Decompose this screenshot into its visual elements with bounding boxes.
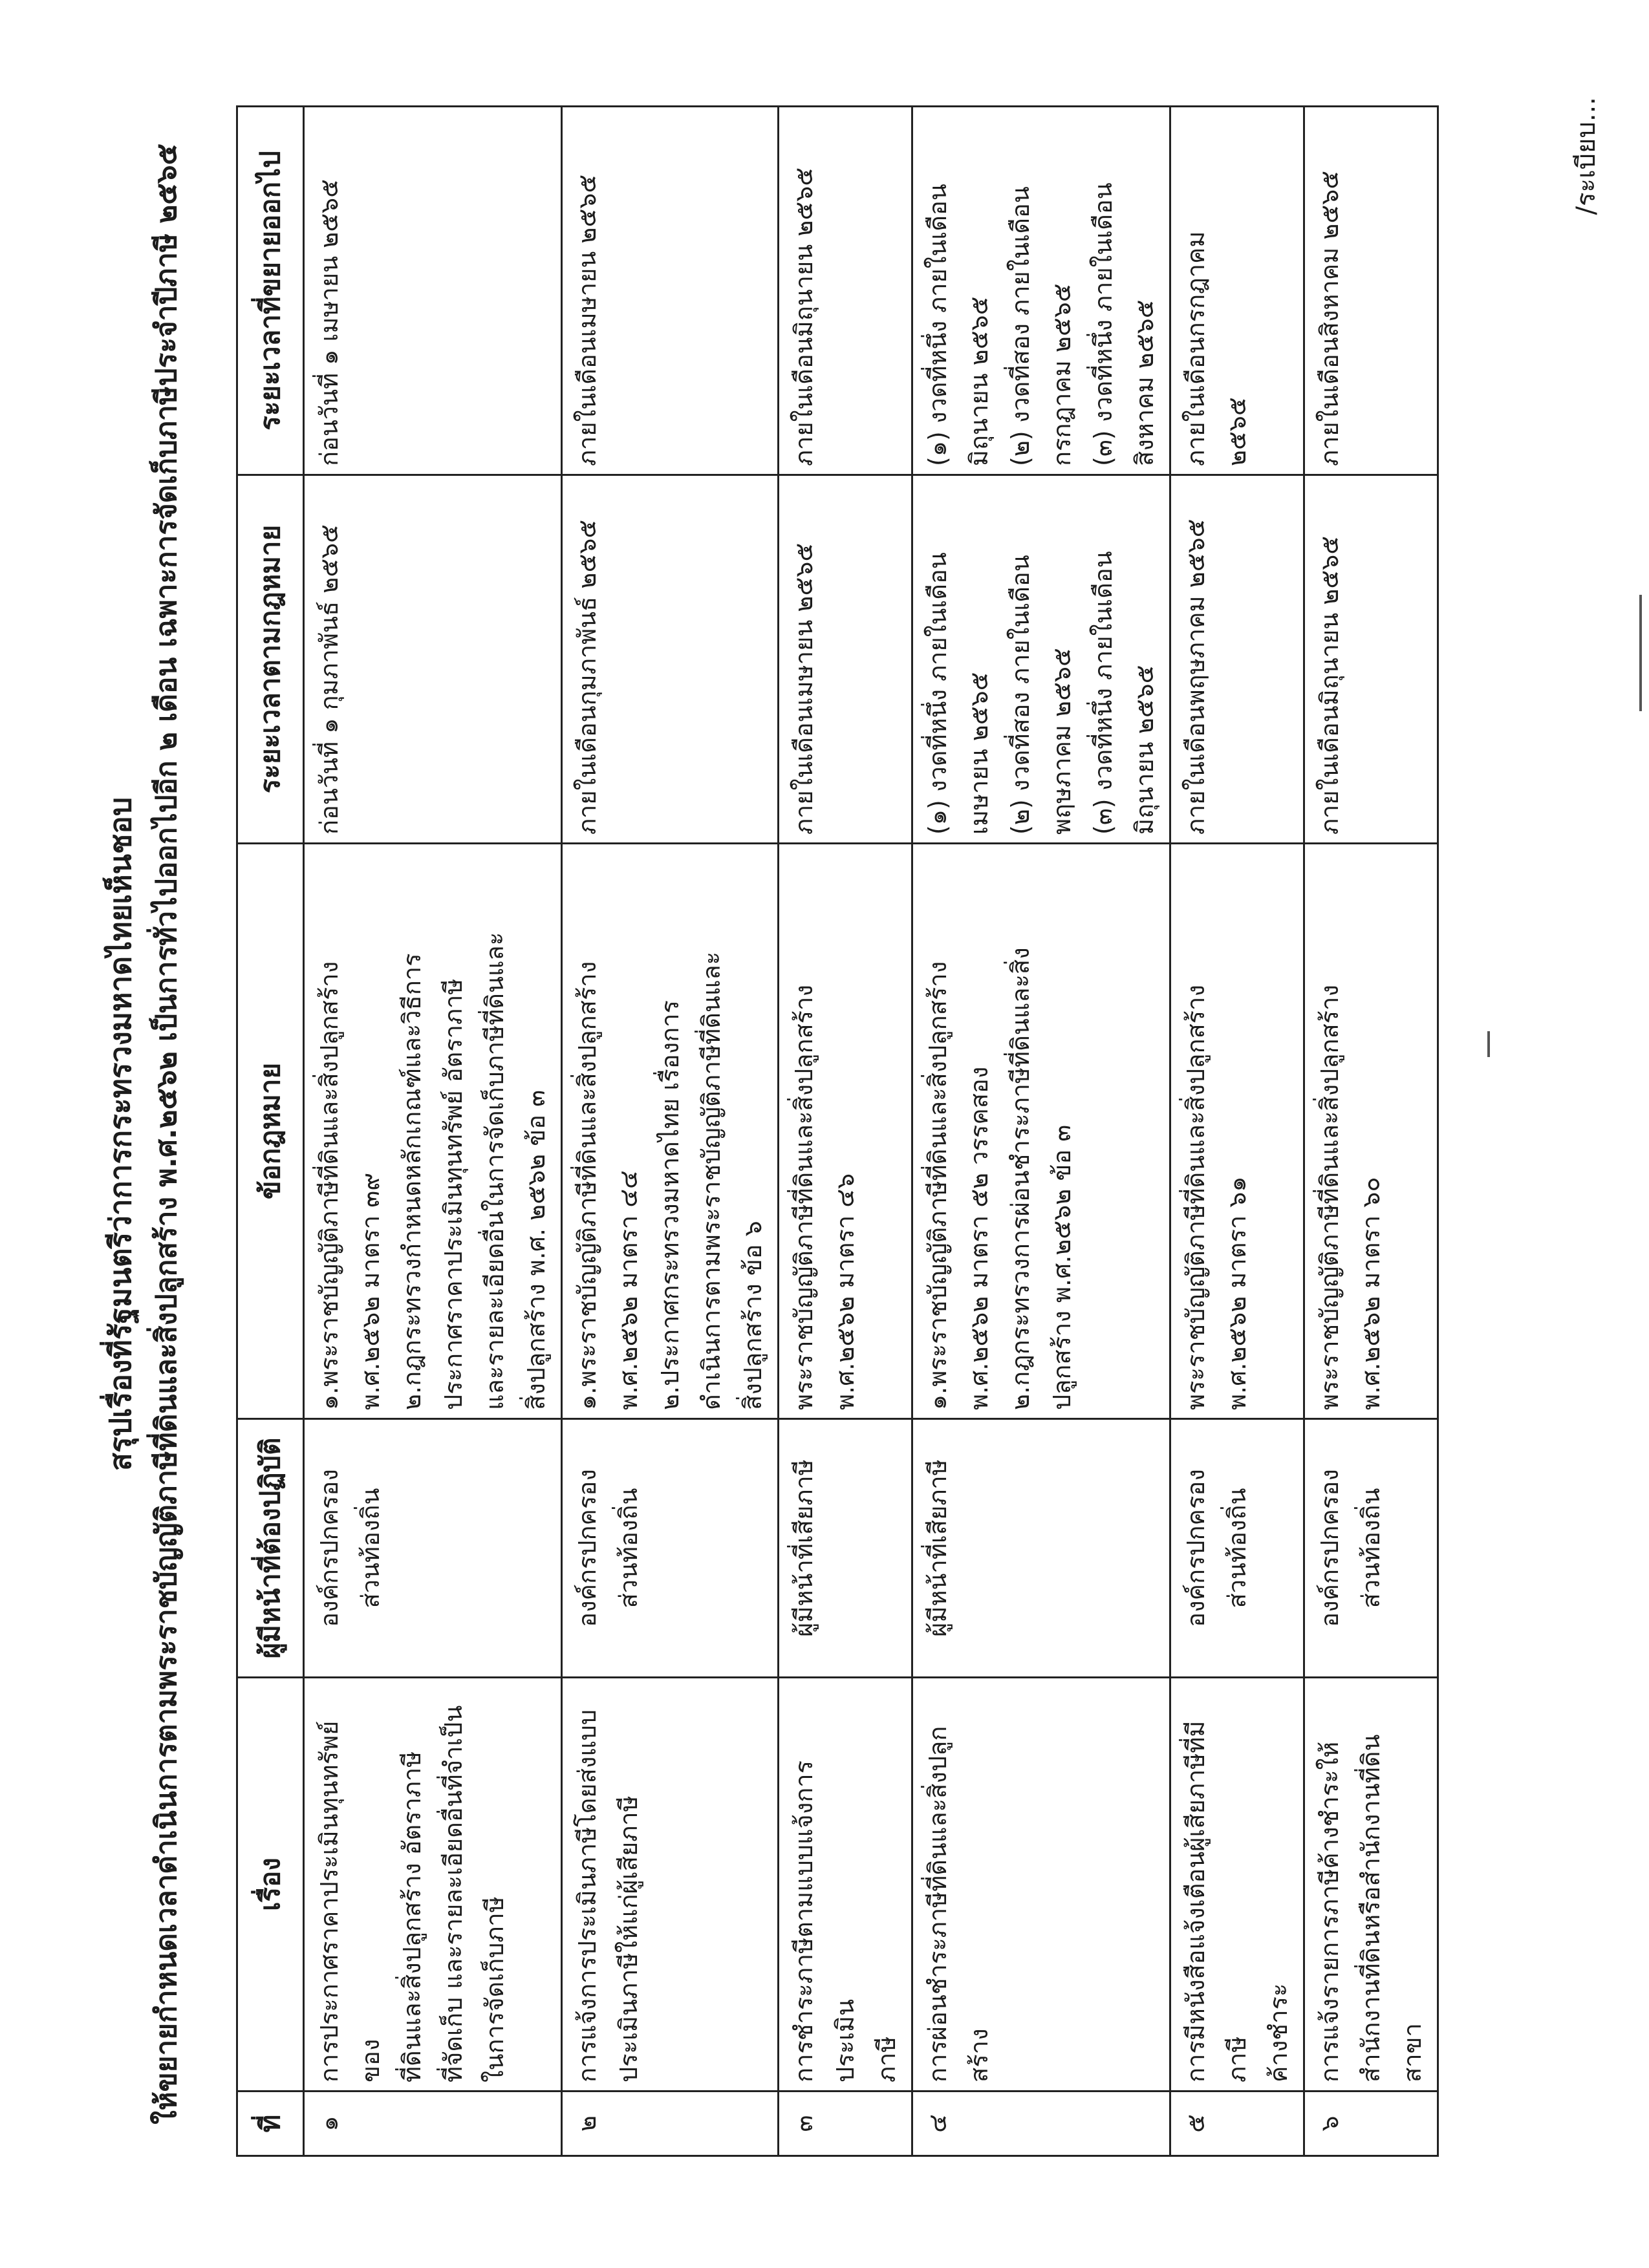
cell-subject-line: การชำระภาษีตามแบบแจ้งการประเมิน — [790, 1760, 859, 2082]
cell-law-line: ๒.กฎกระทรวงการผ่อนชำระภาษีที่ดินและสิ่ง — [1006, 947, 1035, 1410]
cell-extended-period-line: ภายในเดือนสิงหาคม ๒๕๖๕ — [1315, 170, 1344, 466]
table-body — [304, 107, 1438, 2156]
table-row — [1170, 107, 1304, 2156]
cell-legal-period-line: ภายในเดือนเมษายน ๒๕๖๕ — [790, 542, 818, 835]
cell-law — [1170, 844, 1304, 1419]
cell-extended-period — [1304, 107, 1438, 475]
cell-extended-period-line: ภายในเดือนเมษายน ๒๕๖๕ — [573, 174, 601, 466]
cell-law-line: พระราชบัญญัติภาษีที่ดินและสิ่งปลูกสร้าง — [1315, 985, 1344, 1410]
header-law: ข้อกฎหมาย — [237, 844, 304, 1419]
cell-law-line: พ.ศ.๒๕๖๒ มาตรา ๔๔ — [614, 1170, 643, 1410]
cell-law — [304, 844, 562, 1419]
cell-legal-period — [1170, 475, 1304, 844]
cell-extended-period-line: ๒๕๖๕ — [1223, 397, 1251, 466]
document-subtitle: ให้ขยายกำหนดเวลาดำเนินการตามพระราชบัญญัติภาษีที่ดินและสิ่งปลูกสร้าง พ.ศ.๒๕๖๒ เป็นการทั่วไปออกไปอีก ๒ เดือน เฉพาะการจัดเก็บภาษีประจำปีภาษี ๒๕๖๕ — [150, 144, 183, 2124]
cell-responsible — [562, 1419, 779, 1678]
cell-extended-period-line: (๒) งวดที่สอง ภายในเดือน — [1006, 186, 1035, 466]
header-no: ที่ — [237, 2091, 304, 2156]
table-row — [562, 107, 779, 2156]
cell-subject-line: การแจ้งการประเมินภาษีโดยส่งแบบ — [573, 1709, 601, 2082]
cell-law-line: สิ่งปลูกสร้าง ข้อ ๖ — [738, 1221, 767, 1410]
cell-legal-period-line: เมษายน ๒๕๖๕ — [965, 672, 993, 835]
cell-subject-line: ค้างชำระ — [1264, 1983, 1293, 2082]
cell-subject — [562, 1678, 779, 2091]
cell-responsible-line: ส่วนท้องถิ่น — [1357, 1488, 1385, 1609]
cell-legal-period-line: (๒) งวดที่สอง ภายในเดือน — [1006, 555, 1035, 835]
header-extended-period: ระยะเวลาที่ขยายออกไป — [237, 107, 304, 475]
cell-subject-line: ประเมินภาษีให้แก่ผู้เสียภาษี — [614, 1795, 643, 2082]
cell-responsible-line: ส่วนท้องถิ่น — [356, 1488, 385, 1609]
cell-responsible-line: องค์กรปกครอง — [315, 1469, 343, 1627]
cell-responsible — [304, 1419, 562, 1678]
cell-subject — [1304, 1678, 1438, 2091]
header-legal-period: ระยะเวลาตามกฎหมาย — [237, 475, 304, 844]
cell-law-line: สิ่งปลูกสร้าง พ.ศ. ๒๕๖๒ ข้อ ๓ — [522, 1089, 550, 1410]
cell-extended-period — [912, 107, 1170, 475]
cell-responsible — [1170, 1419, 1304, 1678]
cell-legal-period-line: ภายในเดือนกุมภาพันธ์ ๒๕๖๕ — [573, 519, 601, 835]
cell-responsible-line: ส่วนท้องถิ่น — [614, 1488, 643, 1609]
table-row — [304, 107, 562, 2156]
cell-extended-period-line: ก่อนวันที่ ๑ เมษายน ๒๕๖๕ — [315, 179, 343, 466]
table-row — [912, 107, 1170, 2156]
cell-responsible — [779, 1419, 912, 1678]
cell-no: ๔ — [912, 2091, 1170, 2156]
cell-extended-period — [1170, 107, 1304, 475]
table-row — [1304, 107, 1438, 2156]
cell-responsible — [912, 1419, 1170, 1678]
cell-law — [912, 844, 1170, 1419]
cell-legal-period — [912, 475, 1170, 844]
cell-law — [1304, 844, 1438, 1419]
cell-extended-period-line: ภายในเดือนมิถุนายน ๒๕๖๕ — [790, 167, 818, 466]
cell-law-line: ๒.ประกาศกระทรวงมหาดไทย เรื่องการ — [656, 1000, 684, 1410]
cell-law-line: พ.ศ.๒๕๖๒ มาตรา ๔๖ — [831, 1173, 859, 1410]
cell-responsible-line: ผู้มีหน้าที่เสียภาษี — [923, 1459, 952, 1637]
cell-extended-period — [304, 107, 562, 475]
cell-subject-line: การผ่อนชำระภาษีที่ดินและสิ่งปลูกสร้าง — [923, 1726, 993, 2082]
table-header-row — [237, 107, 304, 2156]
cell-law-line: ปลูกสร้าง พ.ศ.๒๕๖๒ ข้อ ๓ — [1048, 1124, 1076, 1410]
cell-extended-period-line: มิถุนายน ๒๕๖๕ — [965, 296, 993, 466]
cell-subject-line: ในการจัดเก็บภาษี — [480, 1896, 509, 2082]
cell-law-line: พ.ศ.๒๕๖๒ มาตรา ๓๙ — [356, 1172, 385, 1410]
cell-subject — [304, 1678, 562, 2091]
cell-legal-period — [1304, 475, 1438, 844]
cell-legal-period-line: (๓) งวดที่หนึ่ง ภายในเดือน — [1089, 551, 1117, 835]
cell-legal-period-line: ก่อนวันที่ ๑ กุมภาพันธ์ ๒๕๖๕ — [315, 524, 343, 835]
cell-law — [779, 844, 912, 1419]
cell-extended-period — [562, 107, 779, 475]
cell-no: ๑ — [304, 2091, 562, 2156]
cell-subject-line: การแจ้งรายการภาษีค้างชำระให้ — [1315, 1741, 1344, 2082]
cell-subject — [1170, 1678, 1304, 2091]
continuation-note: /ระเบียบ... — [1571, 97, 1601, 215]
cell-legal-period — [779, 475, 912, 844]
extension-schedule-table — [236, 105, 1439, 2157]
table-row — [779, 107, 912, 2156]
cell-responsible-line: ผู้มีหน้าที่เสียภาษี — [790, 1459, 818, 1637]
cell-no: ๓ — [779, 2091, 912, 2156]
cell-law-line: พ.ศ.๒๕๖๒ มาตรา ๖๑ — [1223, 1176, 1251, 1410]
cell-subject-line: การประกาศราคาประเมินทุนทรัพย์ของ — [315, 1720, 385, 2082]
cell-no: ๕ — [1170, 2091, 1304, 2156]
cell-law-line: พ.ศ.๒๕๖๒ มาตรา ๖๐ — [1357, 1177, 1385, 1410]
cell-law-line: ประกาศราคาประเมินทุนทรัพย์ อัตราภาษี — [439, 978, 468, 1410]
cell-no: ๖ — [1304, 2091, 1438, 2156]
cell-law-line: ๑.พระราชบัญญัติภาษีที่ดินและสิ่งปลูกสร้าง — [573, 961, 601, 1410]
cell-no: ๒ — [562, 2091, 779, 2156]
cell-subject — [779, 1678, 912, 2091]
cell-responsible-line: องค์กรปกครอง — [573, 1469, 601, 1627]
cell-law-line: พระราชบัญญัติภาษีที่ดินและสิ่งปลูกสร้าง — [1181, 985, 1210, 1410]
cell-law-line: ๒.กฎกระทรวงกำหนดหลักเกณฑ์และวิธีการ — [398, 953, 426, 1410]
cell-law-line: และรายละเอียดอื่นในการจัดเก็บภาษีที่ดินและ — [480, 932, 509, 1410]
cell-extended-period-line: (๑) งวดที่หนึ่ง ภายในเดือน — [923, 184, 952, 466]
cell-subject-line: ภาษี — [872, 2036, 901, 2082]
cell-legal-period — [562, 475, 779, 844]
cell-law-line: ดำเนินการตามพระราชบัญญัติภาษีที่ดินและ — [697, 951, 726, 1410]
scan-edge-mark — [1639, 595, 1642, 711]
cell-legal-period — [304, 475, 562, 844]
cell-subject-line: สำนักงานที่ดินหรือสำนักงานที่ดินสาขา — [1357, 1734, 1427, 2082]
cell-law — [562, 844, 779, 1419]
cell-responsible-line: องค์กรปกครอง — [1315, 1469, 1344, 1627]
cell-responsible-line: ส่วนท้องถิ่น — [1223, 1488, 1251, 1609]
cell-extended-period-line: ภายในเดือนกรกฎาคม — [1181, 231, 1210, 466]
cell-legal-period-line: พฤษภาคม ๒๕๖๕ — [1048, 648, 1076, 835]
cell-extended-period — [779, 107, 912, 475]
cell-extended-period-line: (๓) งวดที่หนึ่ง ภายในเดือน — [1089, 182, 1117, 466]
header-subject: เรื่อง — [237, 1678, 304, 2091]
cell-law-line: พ.ศ.๒๕๖๒ มาตรา ๕๒ วรรคสอง — [965, 1066, 993, 1410]
cell-subject-line: ที่ดินและสิ่งปลูกสร้าง อัตราภาษี — [398, 1751, 426, 2082]
cell-extended-period-line: สิงหาคม ๒๕๖๕ — [1130, 299, 1159, 466]
cell-legal-period-line: มิถุนายน ๒๕๖๕ — [1130, 665, 1159, 835]
document-title: สรุปเรื่องที่รัฐมนตรีว่าการกระทรวงมหาดไทยเห็นชอบ — [103, 797, 138, 1471]
scan-edge-mark — [1487, 1031, 1490, 1057]
header-responsible: ผู้มีหน้าที่ต้องปฏิบัติ — [237, 1419, 304, 1678]
cell-law-line: ๑.พระราชบัญญัติภาษีที่ดินและสิ่งปลูกสร้าง — [923, 961, 952, 1410]
cell-legal-period-line: (๑) งวดที่หนึ่ง ภายในเดือน — [923, 552, 952, 835]
cell-subject-line: การมีหนังสือแจ้งเตือนผู้เสียภาษีที่มีภาษี — [1181, 1720, 1251, 2082]
cell-law-line: ๑.พระราชบัญญัติภาษีที่ดินและสิ่งปลูกสร้าง — [315, 961, 343, 1410]
cell-extended-period-line: กรกฎาคม ๒๕๖๕ — [1048, 283, 1076, 466]
cell-subject — [912, 1678, 1170, 2091]
cell-subject-line: ที่จัดเก็บ และรายละเอียดอื่นที่จำเป็น — [439, 1705, 468, 2082]
cell-law-line: พระราชบัญญัติภาษีที่ดินและสิ่งปลูกสร้าง — [790, 985, 818, 1410]
cell-legal-period-line: ภายในเดือนพฤษภาคม ๒๕๖๕ — [1181, 519, 1210, 835]
cell-responsible-line: องค์กรปกครอง — [1181, 1469, 1210, 1627]
cell-responsible — [1304, 1419, 1438, 1678]
cell-legal-period-line: ภายในเดือนมิถุนายน ๒๕๖๕ — [1315, 535, 1344, 835]
